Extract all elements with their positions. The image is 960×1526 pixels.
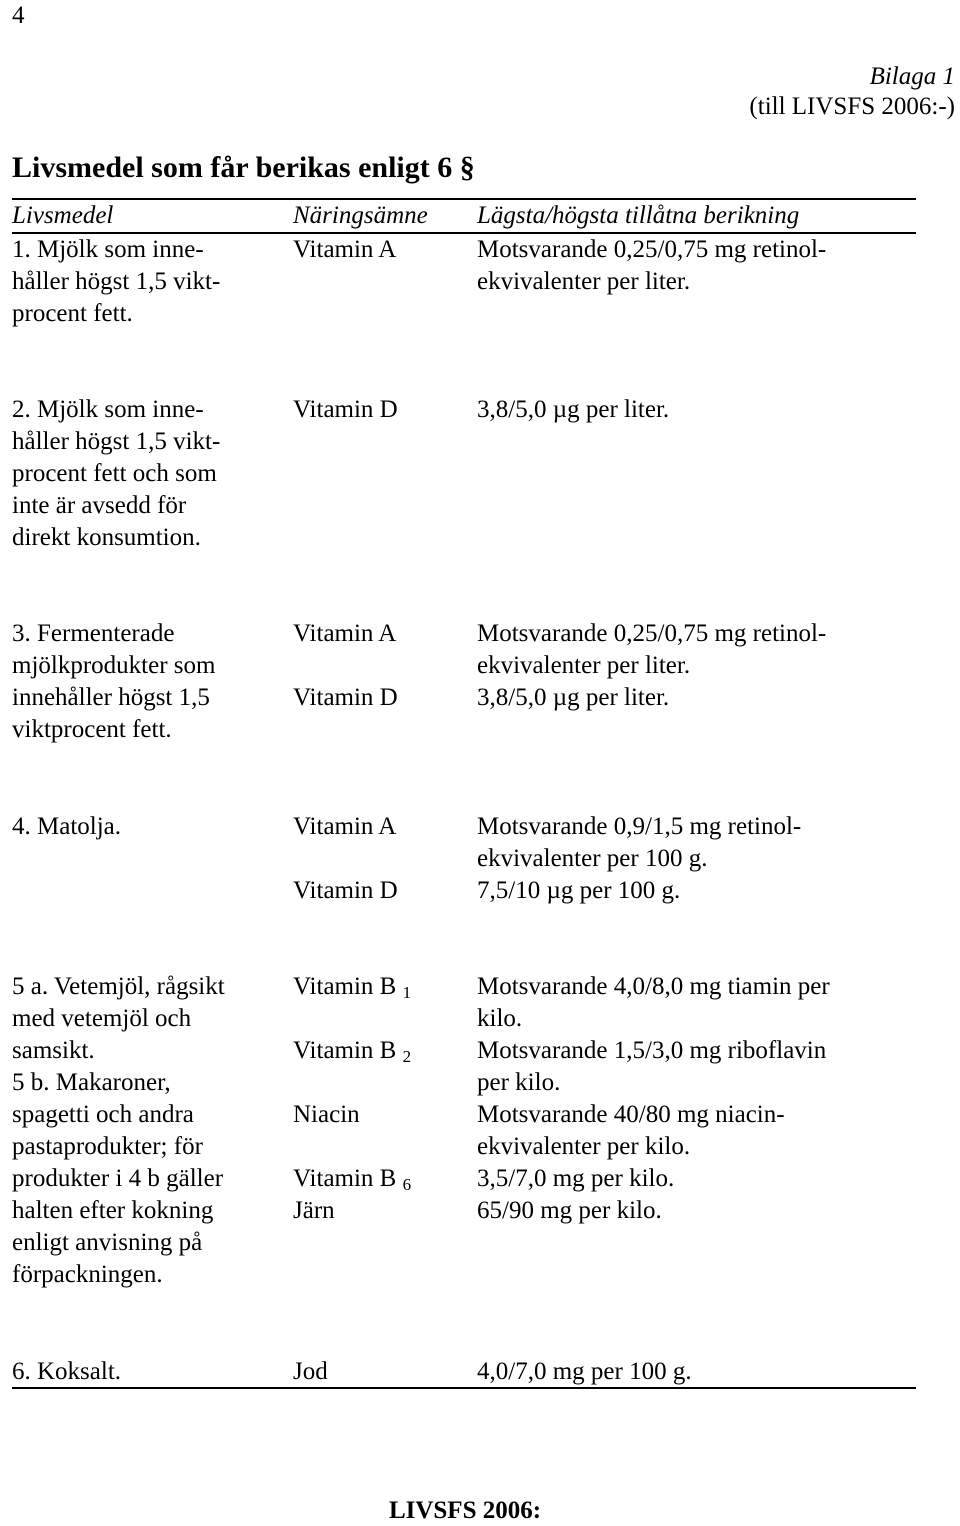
subscript: 1: [402, 983, 412, 1002]
text-line: 5 b. Makaroner,: [12, 1069, 171, 1096]
table-row-6-amount: 4,0/7,0 mg per 100 g.: [477, 1358, 692, 1385]
text-line: enligt anvisning på: [12, 1229, 203, 1256]
table-row-4-nutrient-a: Vitamin A: [293, 813, 397, 840]
text-line: spagetti och andra: [12, 1101, 194, 1128]
table-bottom-rule: [12, 1387, 916, 1389]
text-line: direkt konsumtion.: [12, 524, 201, 551]
table-row-1-nutrient: Vitamin A: [293, 236, 397, 263]
annex-label: [749, 62, 955, 122]
nutrient-name: Vitamin B: [293, 1165, 397, 1192]
table-row-2-nutrient: Vitamin D: [293, 396, 398, 423]
text-line: procent fett.: [12, 300, 133, 327]
text-line: per kilo.: [477, 1069, 561, 1096]
table-row-5-nutrient-iron: Järn: [293, 1197, 335, 1224]
nutrient-name: Vitamin B: [293, 973, 397, 1000]
table-row-4-amount: [477, 811, 801, 907]
text-line: Motsvarande 1,5/3,0 mg riboflavin: [477, 1037, 827, 1064]
text-line: förpackningen.: [12, 1261, 163, 1288]
table-row-5-food: [12, 971, 225, 1291]
table-row-5-nutrient-b2: [293, 1035, 411, 1067]
nutrient-name: Vitamin B: [293, 1037, 397, 1064]
text-line: ekvivalenter per liter.: [477, 652, 691, 679]
text-line: mjölkprodukter som: [12, 652, 216, 679]
text-line: Motsvarande 0,25/0,75 mg retinol-: [477, 236, 827, 263]
text-line: Motsvarande 0,9/1,5 mg retinol-: [477, 813, 802, 840]
text-line: 5 a. Vetemjöl, rågsikt: [12, 973, 225, 1000]
table-row-5-nutrient-b6: [293, 1163, 411, 1195]
subscript: 6: [402, 1175, 412, 1194]
table-row-1-food: [12, 234, 220, 330]
table-row-5-nutrient-b1: [293, 971, 411, 1003]
table-row-3-nutrient-d: Vitamin D: [293, 684, 398, 711]
page-title: Livsmedel som får berikas enligt 6 §: [12, 151, 475, 184]
text-line: ekvivalenter per 100 g.: [477, 845, 708, 872]
text-line: procent fett och som: [12, 460, 217, 487]
table-row-2-food: [12, 394, 220, 554]
text-line: håller högst 1,5 vikt-: [12, 268, 221, 295]
text-line: 65/90 mg per kilo.: [477, 1197, 662, 1224]
text-line: 3,5/7,0 mg per kilo.: [477, 1165, 675, 1192]
table-row-3-amount: [477, 618, 826, 714]
text-line: 3. Fermenterade: [12, 620, 175, 647]
table-row-3-nutrient-a: Vitamin A: [293, 620, 397, 647]
table-row-6-food: 6. Koksalt.: [12, 1358, 122, 1385]
text-line: 2. Mjölk som inne-: [12, 396, 204, 423]
text-line: ekvivalenter per kilo.: [477, 1133, 691, 1160]
text-line: ekvivalenter per liter.: [477, 268, 691, 295]
table-row-6-nutrient: Jod: [293, 1358, 328, 1385]
text-line: 3,8/5,0 µg per liter.: [477, 684, 670, 711]
text-line: 7,5/10 µg per 100 g.: [477, 877, 681, 904]
column-header-nutrient: Näringsämne: [293, 202, 428, 229]
page-footer: LIVSFS 2006:: [388, 1497, 542, 1524]
text-line: Motsvarande 40/80 mg niacin-: [477, 1101, 785, 1128]
table-row-5-amount: [477, 971, 830, 1227]
text-line: innehåller högst 1,5: [12, 684, 210, 711]
table-row-4-food: 4. Matolja.: [12, 813, 122, 840]
text-line: kilo.: [477, 1005, 523, 1032]
subscript: 2: [402, 1047, 412, 1066]
text-line: med vetemjöl och: [12, 1005, 192, 1032]
table-row-1-amount: [477, 234, 826, 298]
table-row-5-nutrient-niacin: Niacin: [293, 1101, 360, 1128]
text-line: inte är avsedd för: [12, 492, 187, 519]
table-row-3-food: [12, 618, 215, 746]
table-row-4-nutrient-d: Vitamin D: [293, 877, 398, 904]
annex-reference: (till LIVSFS 2006:-): [749, 93, 955, 120]
text-line: halten efter kokning: [12, 1197, 214, 1224]
text-line: håller högst 1,5 vikt-: [12, 428, 221, 455]
column-header-food: Livsmedel: [12, 202, 114, 229]
text-line: 1. Mjölk som inne-: [12, 236, 204, 263]
text-line: Motsvarande 0,25/0,75 mg retinol-: [477, 620, 827, 647]
table-row-2-amount: 3,8/5,0 µg per liter.: [477, 396, 670, 423]
annex-title: Bilaga 1: [869, 63, 955, 90]
text-line: samsikt.: [12, 1037, 95, 1064]
text-line: viktprocent fett.: [12, 716, 172, 743]
page-number: 4: [12, 2, 25, 29]
text-line: Motsvarande 4,0/8,0 mg tiamin per: [477, 973, 830, 1000]
text-line: produkter i 4 b gäller: [12, 1165, 224, 1192]
column-header-amount: Lägsta/högsta tillåtna berikning: [477, 202, 800, 229]
text-line: pastaprodukter; för: [12, 1133, 203, 1160]
